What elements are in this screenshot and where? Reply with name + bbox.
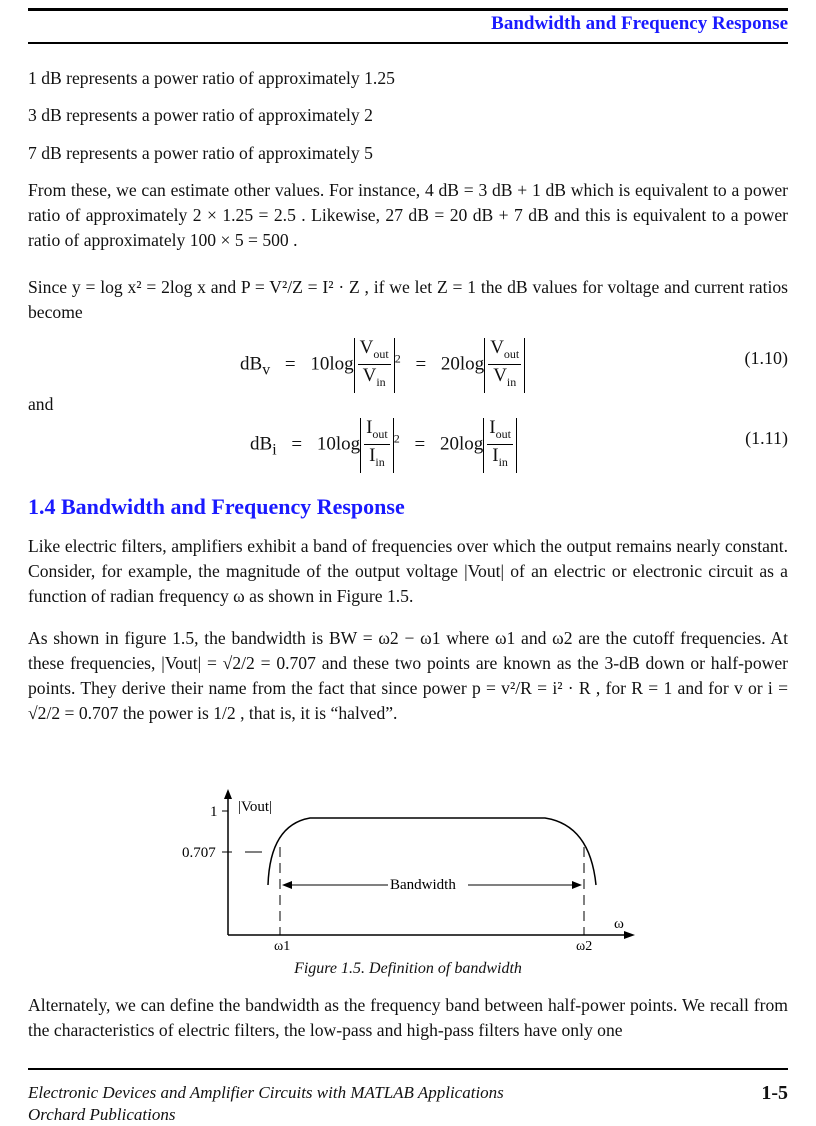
word-and: and: [28, 394, 54, 414]
y-axis-label: |Vout|: [238, 799, 273, 815]
response-curve: [268, 818, 596, 885]
paragraph-bandwidth-definition: As shown in figure 1.5, the bandwidth is BW = ω2 − ω1 where ω1 and ω2 are the cutoff frequencies. At these frequencies, |Vout| = √2/2 = 0.707 and these two points are known as the 3-dB down or half-power points. They derive their name from the fact that since power p = v²/R = i² · R , for R = 1 and for v or i = √2/2 = 0.707 the power is 1/2 , that is, it is “halved”.: [28, 628, 788, 723]
x-axis-label: ω: [614, 916, 624, 932]
footer-book-info: [28, 1082, 504, 1126]
header-top-rule: [28, 8, 788, 11]
figure-bandwidth: [0, 785, 816, 955]
equation-number-1-10: (1.10): [744, 348, 788, 368]
y-axis-arrowhead: [224, 789, 232, 799]
paragraph-alternately: Alternately, we can define the bandwidth as the frequency band between half-power points. We recall from the characteristics of electric filters, the low-pass and high-pass filters have only one: [28, 995, 788, 1040]
line-1db: 1 dB represents a power ratio of approximately 1.25: [28, 68, 395, 88]
header-bottom-rule: [28, 42, 788, 44]
omega-2-label: ω2: [576, 939, 593, 954]
figure-caption: Figure 1.5. Definition of bandwidth: [294, 960, 522, 977]
equation-1-10: $dB_v = 10\log$ $\frac{V_{out}}{V_{in}}$ $^2$ = 20log $\frac{V_{out}}{V_{in}}$: [240, 338, 525, 393]
paragraph-filters: Like electric filters, amplifiers exhibit a band of frequencies over which the output remains nearly constant. Consider, for example, the magnitude of the output voltage |Vout| of an electric or electronic circuit as a function of radian frequency ω as shown in Figure 1.5.: [28, 536, 788, 606]
running-header-title: Bandwidth and Frequency Response: [491, 13, 788, 34]
footer-book-title: Electronic Devices and Amplifier Circuits with MATLAB Applications: [28, 1083, 504, 1102]
footer-publisher: Orchard Publications: [28, 1105, 176, 1124]
bandwidth-label: Bandwidth: [390, 877, 456, 893]
equation-number-1-11: (1.11): [745, 428, 788, 448]
section-heading: 1.4 Bandwidth and Frequency Response: [28, 494, 405, 519]
equation-1-11: $dB_i = 10\log$ $\frac{I_{out}}{I_{in}}$ $^2$ = 20log $\frac{I_{out}}{I_{in}}$: [250, 418, 517, 473]
paragraph-log-identity: Since y = log x² = 2log x and P = V²/Z = I² · Z , if we let Z = 1 the dB values for voltage and current ratios become: [28, 277, 788, 322]
omega-1-label: ω1: [274, 939, 291, 954]
y-tick-top: 1: [210, 804, 218, 820]
x-axis-arrowhead: [624, 931, 635, 939]
line-7db: 7 dB represents a power ratio of approximately 5: [28, 143, 373, 163]
page-number: 1-5: [761, 1082, 788, 1104]
line-3db: 3 dB represents a power ratio of approximately 2: [28, 105, 373, 125]
footer-rule: [28, 1068, 788, 1070]
y-tick-0707: 0.707: [182, 845, 216, 861]
paragraph-estimate: From these, we can estimate other values. For instance, 4 dB = 3 dB + 1 dB which is equivalent to a power ratio of approximately 2 × 1.25 = 2.5 . Likewise, 27 dB = 20 dB + 7 dB and this is equivalent to a power ratio of approximately 100 × 5 = 500 .: [28, 180, 788, 250]
eq1-lhs: dB: [240, 353, 263, 375]
